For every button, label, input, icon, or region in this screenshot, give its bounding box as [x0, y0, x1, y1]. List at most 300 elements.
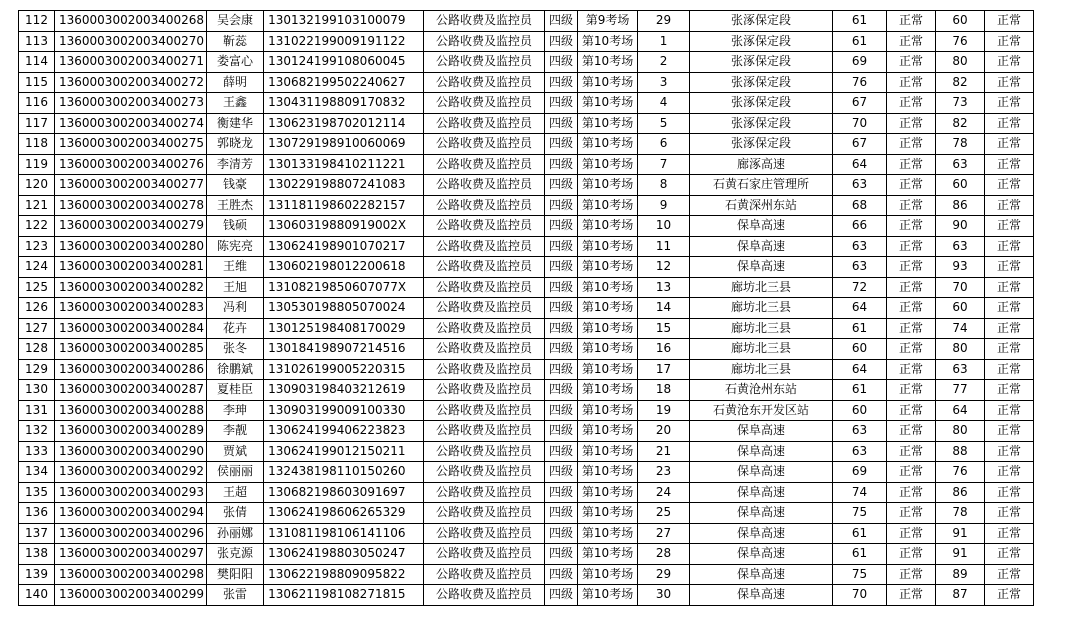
theory-score-cell: 76	[833, 72, 887, 93]
skill-status-cell: 正常	[985, 482, 1034, 503]
name-cell: 张冬	[207, 339, 264, 360]
row-number-cell: 127	[19, 318, 55, 339]
id-number-cell: 130133198410211221	[264, 154, 424, 175]
theory-status-cell: 正常	[887, 421, 936, 442]
level-cell: 四级	[545, 564, 578, 585]
table-row	[19, 277, 1034, 298]
theory-status-cell: 正常	[887, 277, 936, 298]
theory-score-cell: 64	[833, 359, 887, 380]
seat-number-cell: 20	[638, 421, 690, 442]
exam-room-cell: 第10考场	[578, 93, 638, 114]
name-cell: 王超	[207, 482, 264, 503]
exam-results-table	[18, 10, 1034, 606]
table-row	[19, 400, 1034, 421]
table-row	[19, 257, 1034, 278]
level-cell: 四级	[545, 236, 578, 257]
table-row	[19, 318, 1034, 339]
theory-status-cell: 正常	[887, 339, 936, 360]
id-number-cell: 130623198702012114	[264, 113, 424, 134]
row-number-cell: 117	[19, 113, 55, 134]
skill-status-cell: 正常	[985, 154, 1034, 175]
name-cell: 冯利	[207, 298, 264, 319]
candidate-number-cell: 1360003002003400294	[55, 503, 207, 524]
table-row	[19, 564, 1034, 585]
theory-score-cell: 68	[833, 195, 887, 216]
work-unit-cell: 石黄沧东开发区站	[690, 400, 833, 421]
name-cell: 郭晓龙	[207, 134, 264, 155]
row-number-cell: 124	[19, 257, 55, 278]
occupation-cell: 公路收费及监控员	[424, 154, 545, 175]
skill-status-cell: 正常	[985, 441, 1034, 462]
theory-score-cell: 69	[833, 52, 887, 73]
id-number-cell: 130125198408170029	[264, 318, 424, 339]
row-number-cell: 126	[19, 298, 55, 319]
skill-score-cell: 80	[936, 52, 985, 73]
table-row	[19, 31, 1034, 52]
occupation-cell: 公路收费及监控员	[424, 585, 545, 606]
skill-score-cell: 60	[936, 11, 985, 32]
occupation-cell: 公路收费及监控员	[424, 503, 545, 524]
candidate-number-cell: 1360003002003400296	[55, 523, 207, 544]
seat-number-cell: 25	[638, 503, 690, 524]
skill-status-cell: 正常	[985, 380, 1034, 401]
theory-score-cell: 75	[833, 564, 887, 585]
skill-status-cell: 正常	[985, 462, 1034, 483]
name-cell: 钱豪	[207, 175, 264, 196]
candidate-number-cell: 1360003002003400286	[55, 359, 207, 380]
name-cell: 侯丽丽	[207, 462, 264, 483]
occupation-cell: 公路收费及监控员	[424, 93, 545, 114]
level-cell: 四级	[545, 134, 578, 155]
exam-room-cell: 第10考场	[578, 339, 638, 360]
level-cell: 四级	[545, 31, 578, 52]
exam-room-cell: 第10考场	[578, 175, 638, 196]
theory-status-cell: 正常	[887, 318, 936, 339]
name-cell: 张雷	[207, 585, 264, 606]
id-number-cell: 130682199502240627	[264, 72, 424, 93]
table-row	[19, 52, 1034, 73]
candidate-number-cell: 1360003002003400293	[55, 482, 207, 503]
row-number-cell: 140	[19, 585, 55, 606]
work-unit-cell: 保阜高速	[690, 503, 833, 524]
skill-score-cell: 60	[936, 175, 985, 196]
seat-number-cell: 17	[638, 359, 690, 380]
candidate-number-cell: 1360003002003400282	[55, 277, 207, 298]
name-cell: 衡建华	[207, 113, 264, 134]
theory-score-cell: 70	[833, 113, 887, 134]
row-number-cell: 134	[19, 462, 55, 483]
level-cell: 四级	[545, 421, 578, 442]
id-number-cell: 130903199009100330	[264, 400, 424, 421]
name-cell: 樊阳阳	[207, 564, 264, 585]
id-number-cell: 130624198901070217	[264, 236, 424, 257]
work-unit-cell: 廊坊北三县	[690, 277, 833, 298]
seat-number-cell: 19	[638, 400, 690, 421]
row-number-cell: 123	[19, 236, 55, 257]
work-unit-cell: 张涿保定段	[690, 52, 833, 73]
table-row	[19, 154, 1034, 175]
occupation-cell: 公路收费及监控员	[424, 462, 545, 483]
theory-status-cell: 正常	[887, 93, 936, 114]
seat-number-cell: 16	[638, 339, 690, 360]
candidate-number-cell: 1360003002003400274	[55, 113, 207, 134]
work-unit-cell: 保阜高速	[690, 441, 833, 462]
theory-score-cell: 64	[833, 298, 887, 319]
theory-status-cell: 正常	[887, 359, 936, 380]
row-number-cell: 114	[19, 52, 55, 73]
exam-room-cell: 第10考场	[578, 154, 638, 175]
candidate-number-cell: 1360003002003400289	[55, 421, 207, 442]
skill-status-cell: 正常	[985, 72, 1034, 93]
work-unit-cell: 廊坊北三县	[690, 359, 833, 380]
skill-status-cell: 正常	[985, 216, 1034, 237]
candidate-number-cell: 1360003002003400277	[55, 175, 207, 196]
level-cell: 四级	[545, 195, 578, 216]
table-row	[19, 298, 1034, 319]
table-row	[19, 441, 1034, 462]
exam-room-cell: 第10考场	[578, 236, 638, 257]
seat-number-cell: 1	[638, 31, 690, 52]
theory-status-cell: 正常	[887, 31, 936, 52]
occupation-cell: 公路收费及监控员	[424, 421, 545, 442]
name-cell: 李靓	[207, 421, 264, 442]
name-cell: 夏桂臣	[207, 380, 264, 401]
name-cell: 徐鹏斌	[207, 359, 264, 380]
id-number-cell: 130124199108060045	[264, 52, 424, 73]
candidate-number-cell: 1360003002003400268	[55, 11, 207, 32]
theory-status-cell: 正常	[887, 11, 936, 32]
theory-status-cell: 正常	[887, 523, 936, 544]
candidate-number-cell: 1360003002003400271	[55, 52, 207, 73]
theory-status-cell: 正常	[887, 462, 936, 483]
id-number-cell: 13108219850607077X	[264, 277, 424, 298]
work-unit-cell: 保阜高速	[690, 421, 833, 442]
theory-score-cell: 60	[833, 400, 887, 421]
skill-score-cell: 82	[936, 113, 985, 134]
row-number-cell: 137	[19, 523, 55, 544]
candidate-number-cell: 1360003002003400287	[55, 380, 207, 401]
exam-room-cell: 第10考场	[578, 298, 638, 319]
exam-room-cell: 第10考场	[578, 421, 638, 442]
name-cell: 张倩	[207, 503, 264, 524]
work-unit-cell: 保阜高速	[690, 585, 833, 606]
skill-status-cell: 正常	[985, 113, 1034, 134]
occupation-cell: 公路收费及监控员	[424, 380, 545, 401]
theory-status-cell: 正常	[887, 52, 936, 73]
theory-score-cell: 61	[833, 11, 887, 32]
skill-status-cell: 正常	[985, 544, 1034, 565]
level-cell: 四级	[545, 585, 578, 606]
skill-status-cell: 正常	[985, 503, 1034, 524]
level-cell: 四级	[545, 11, 578, 32]
seat-number-cell: 29	[638, 11, 690, 32]
skill-score-cell: 88	[936, 441, 985, 462]
occupation-cell: 公路收费及监控员	[424, 31, 545, 52]
row-number-cell: 133	[19, 441, 55, 462]
work-unit-cell: 保阜高速	[690, 523, 833, 544]
row-number-cell: 135	[19, 482, 55, 503]
id-number-cell: 130530198805070024	[264, 298, 424, 319]
skill-score-cell: 93	[936, 257, 985, 278]
seat-number-cell: 29	[638, 564, 690, 585]
table-row	[19, 544, 1034, 565]
occupation-cell: 公路收费及监控员	[424, 257, 545, 278]
id-number-cell: 130624198803050247	[264, 544, 424, 565]
skill-status-cell: 正常	[985, 277, 1034, 298]
seat-number-cell: 15	[638, 318, 690, 339]
seat-number-cell: 2	[638, 52, 690, 73]
name-cell: 王旭	[207, 277, 264, 298]
exam-room-cell: 第10考场	[578, 482, 638, 503]
work-unit-cell: 廊坊北三县	[690, 298, 833, 319]
level-cell: 四级	[545, 93, 578, 114]
id-number-cell: 130229198807241083	[264, 175, 424, 196]
theory-score-cell: 75	[833, 503, 887, 524]
candidate-number-cell: 1360003002003400279	[55, 216, 207, 237]
skill-score-cell: 78	[936, 134, 985, 155]
occupation-cell: 公路收费及监控员	[424, 195, 545, 216]
occupation-cell: 公路收费及监控员	[424, 400, 545, 421]
occupation-cell: 公路收费及监控员	[424, 72, 545, 93]
skill-score-cell: 74	[936, 318, 985, 339]
seat-number-cell: 9	[638, 195, 690, 216]
candidate-number-cell: 1360003002003400284	[55, 318, 207, 339]
theory-score-cell: 61	[833, 523, 887, 544]
row-number-cell: 128	[19, 339, 55, 360]
skill-status-cell: 正常	[985, 134, 1034, 155]
seat-number-cell: 6	[638, 134, 690, 155]
theory-score-cell: 63	[833, 257, 887, 278]
exam-room-cell: 第10考场	[578, 564, 638, 585]
exam-room-cell: 第10考场	[578, 544, 638, 565]
occupation-cell: 公路收费及监控员	[424, 298, 545, 319]
theory-status-cell: 正常	[887, 564, 936, 585]
row-number-cell: 112	[19, 11, 55, 32]
id-number-cell: 130624199406223823	[264, 421, 424, 442]
theory-score-cell: 61	[833, 544, 887, 565]
table-row	[19, 93, 1034, 114]
work-unit-cell: 张涿保定段	[690, 93, 833, 114]
work-unit-cell: 保阜高速	[690, 482, 833, 503]
level-cell: 四级	[545, 298, 578, 319]
seat-number-cell: 8	[638, 175, 690, 196]
occupation-cell: 公路收费及监控员	[424, 11, 545, 32]
work-unit-cell: 石黄沧州东站	[690, 380, 833, 401]
seat-number-cell: 28	[638, 544, 690, 565]
exam-room-cell: 第10考场	[578, 585, 638, 606]
seat-number-cell: 23	[638, 462, 690, 483]
level-cell: 四级	[545, 544, 578, 565]
seat-number-cell: 27	[638, 523, 690, 544]
exam-room-cell: 第10考场	[578, 31, 638, 52]
work-unit-cell: 保阜高速	[690, 236, 833, 257]
theory-status-cell: 正常	[887, 298, 936, 319]
candidate-number-cell: 1360003002003400270	[55, 31, 207, 52]
skill-status-cell: 正常	[985, 52, 1034, 73]
id-number-cell: 130132199103100079	[264, 11, 424, 32]
table-row	[19, 359, 1034, 380]
candidate-number-cell: 1360003002003400281	[55, 257, 207, 278]
theory-status-cell: 正常	[887, 257, 936, 278]
name-cell: 靳蕊	[207, 31, 264, 52]
skill-score-cell: 77	[936, 380, 985, 401]
name-cell: 王胜杰	[207, 195, 264, 216]
candidate-number-cell: 1360003002003400273	[55, 93, 207, 114]
work-unit-cell: 保阜高速	[690, 216, 833, 237]
seat-number-cell: 11	[638, 236, 690, 257]
work-unit-cell: 石黄深州东站	[690, 195, 833, 216]
candidate-number-cell: 1360003002003400276	[55, 154, 207, 175]
occupation-cell: 公路收费及监控员	[424, 175, 545, 196]
skill-score-cell: 86	[936, 195, 985, 216]
level-cell: 四级	[545, 257, 578, 278]
id-number-cell: 130729198910060069	[264, 134, 424, 155]
work-unit-cell: 保阜高速	[690, 564, 833, 585]
skill-status-cell: 正常	[985, 11, 1034, 32]
theory-score-cell: 60	[833, 339, 887, 360]
seat-number-cell: 3	[638, 72, 690, 93]
row-number-cell: 121	[19, 195, 55, 216]
exam-room-cell: 第10考场	[578, 523, 638, 544]
row-number-cell: 120	[19, 175, 55, 196]
exam-room-cell: 第10考场	[578, 52, 638, 73]
name-cell: 孙丽娜	[207, 523, 264, 544]
candidate-number-cell: 1360003002003400298	[55, 564, 207, 585]
work-unit-cell: 张涿保定段	[690, 113, 833, 134]
row-number-cell: 136	[19, 503, 55, 524]
seat-number-cell: 13	[638, 277, 690, 298]
level-cell: 四级	[545, 154, 578, 175]
id-number-cell: 130903198403212619	[264, 380, 424, 401]
seat-number-cell: 10	[638, 216, 690, 237]
table-row	[19, 523, 1034, 544]
name-cell: 薛明	[207, 72, 264, 93]
theory-score-cell: 70	[833, 585, 887, 606]
skill-status-cell: 正常	[985, 339, 1034, 360]
skill-score-cell: 60	[936, 298, 985, 319]
work-unit-cell: 保阜高速	[690, 462, 833, 483]
skill-score-cell: 90	[936, 216, 985, 237]
occupation-cell: 公路收费及监控员	[424, 564, 545, 585]
candidate-number-cell: 1360003002003400272	[55, 72, 207, 93]
name-cell: 张克源	[207, 544, 264, 565]
exam-room-cell: 第10考场	[578, 441, 638, 462]
occupation-cell: 公路收费及监控员	[424, 339, 545, 360]
skill-score-cell: 91	[936, 544, 985, 565]
table-row	[19, 236, 1034, 257]
theory-status-cell: 正常	[887, 72, 936, 93]
theory-score-cell: 72	[833, 277, 887, 298]
row-number-cell: 118	[19, 134, 55, 155]
exam-room-cell: 第9考场	[578, 11, 638, 32]
table-row	[19, 503, 1034, 524]
exam-room-cell: 第10考场	[578, 257, 638, 278]
id-number-cell: 130602198012200618	[264, 257, 424, 278]
row-number-cell: 119	[19, 154, 55, 175]
skill-score-cell: 63	[936, 236, 985, 257]
table-row	[19, 113, 1034, 134]
level-cell: 四级	[545, 523, 578, 544]
row-number-cell: 139	[19, 564, 55, 585]
theory-score-cell: 61	[833, 318, 887, 339]
level-cell: 四级	[545, 113, 578, 134]
work-unit-cell: 张涿保定段	[690, 11, 833, 32]
row-number-cell: 122	[19, 216, 55, 237]
name-cell: 吴会康	[207, 11, 264, 32]
row-number-cell: 115	[19, 72, 55, 93]
level-cell: 四级	[545, 359, 578, 380]
exam-room-cell: 第10考场	[578, 134, 638, 155]
level-cell: 四级	[545, 380, 578, 401]
occupation-cell: 公路收费及监控员	[424, 134, 545, 155]
theory-status-cell: 正常	[887, 236, 936, 257]
exam-room-cell: 第10考场	[578, 318, 638, 339]
table-row	[19, 11, 1034, 32]
table-row	[19, 175, 1034, 196]
id-number-cell: 130184198907214516	[264, 339, 424, 360]
theory-status-cell: 正常	[887, 216, 936, 237]
row-number-cell: 113	[19, 31, 55, 52]
row-number-cell: 116	[19, 93, 55, 114]
skill-status-cell: 正常	[985, 195, 1034, 216]
theory-score-cell: 61	[833, 31, 887, 52]
skill-status-cell: 正常	[985, 359, 1034, 380]
level-cell: 四级	[545, 482, 578, 503]
skill-status-cell: 正常	[985, 31, 1034, 52]
theory-status-cell: 正常	[887, 482, 936, 503]
table-row	[19, 339, 1034, 360]
candidate-number-cell: 1360003002003400285	[55, 339, 207, 360]
name-cell: 李清芳	[207, 154, 264, 175]
theory-score-cell: 63	[833, 236, 887, 257]
theory-score-cell: 61	[833, 380, 887, 401]
exam-room-cell: 第10考场	[578, 400, 638, 421]
id-number-cell: 130624198606265329	[264, 503, 424, 524]
work-unit-cell: 张涿保定段	[690, 134, 833, 155]
skill-status-cell: 正常	[985, 400, 1034, 421]
seat-number-cell: 18	[638, 380, 690, 401]
level-cell: 四级	[545, 318, 578, 339]
name-cell: 贾斌	[207, 441, 264, 462]
seat-number-cell: 24	[638, 482, 690, 503]
theory-status-cell: 正常	[887, 585, 936, 606]
table-row	[19, 421, 1034, 442]
theory-status-cell: 正常	[887, 175, 936, 196]
skill-score-cell: 80	[936, 421, 985, 442]
exam-room-cell: 第10考场	[578, 380, 638, 401]
level-cell: 四级	[545, 216, 578, 237]
occupation-cell: 公路收费及监控员	[424, 482, 545, 503]
seat-number-cell: 14	[638, 298, 690, 319]
exam-room-cell: 第10考场	[578, 359, 638, 380]
level-cell: 四级	[545, 339, 578, 360]
id-number-cell: 131026199005220315	[264, 359, 424, 380]
occupation-cell: 公路收费及监控员	[424, 216, 545, 237]
level-cell: 四级	[545, 441, 578, 462]
theory-score-cell: 63	[833, 421, 887, 442]
work-unit-cell: 石黄石家庄管理所	[690, 175, 833, 196]
skill-score-cell: 70	[936, 277, 985, 298]
theory-score-cell: 63	[833, 175, 887, 196]
skill-score-cell: 87	[936, 585, 985, 606]
theory-score-cell: 74	[833, 482, 887, 503]
level-cell: 四级	[545, 52, 578, 73]
id-number-cell: 131181198602282157	[264, 195, 424, 216]
skill-score-cell: 76	[936, 462, 985, 483]
occupation-cell: 公路收费及监控员	[424, 441, 545, 462]
id-number-cell: 131022199009191122	[264, 31, 424, 52]
occupation-cell: 公路收费及监控员	[424, 113, 545, 134]
